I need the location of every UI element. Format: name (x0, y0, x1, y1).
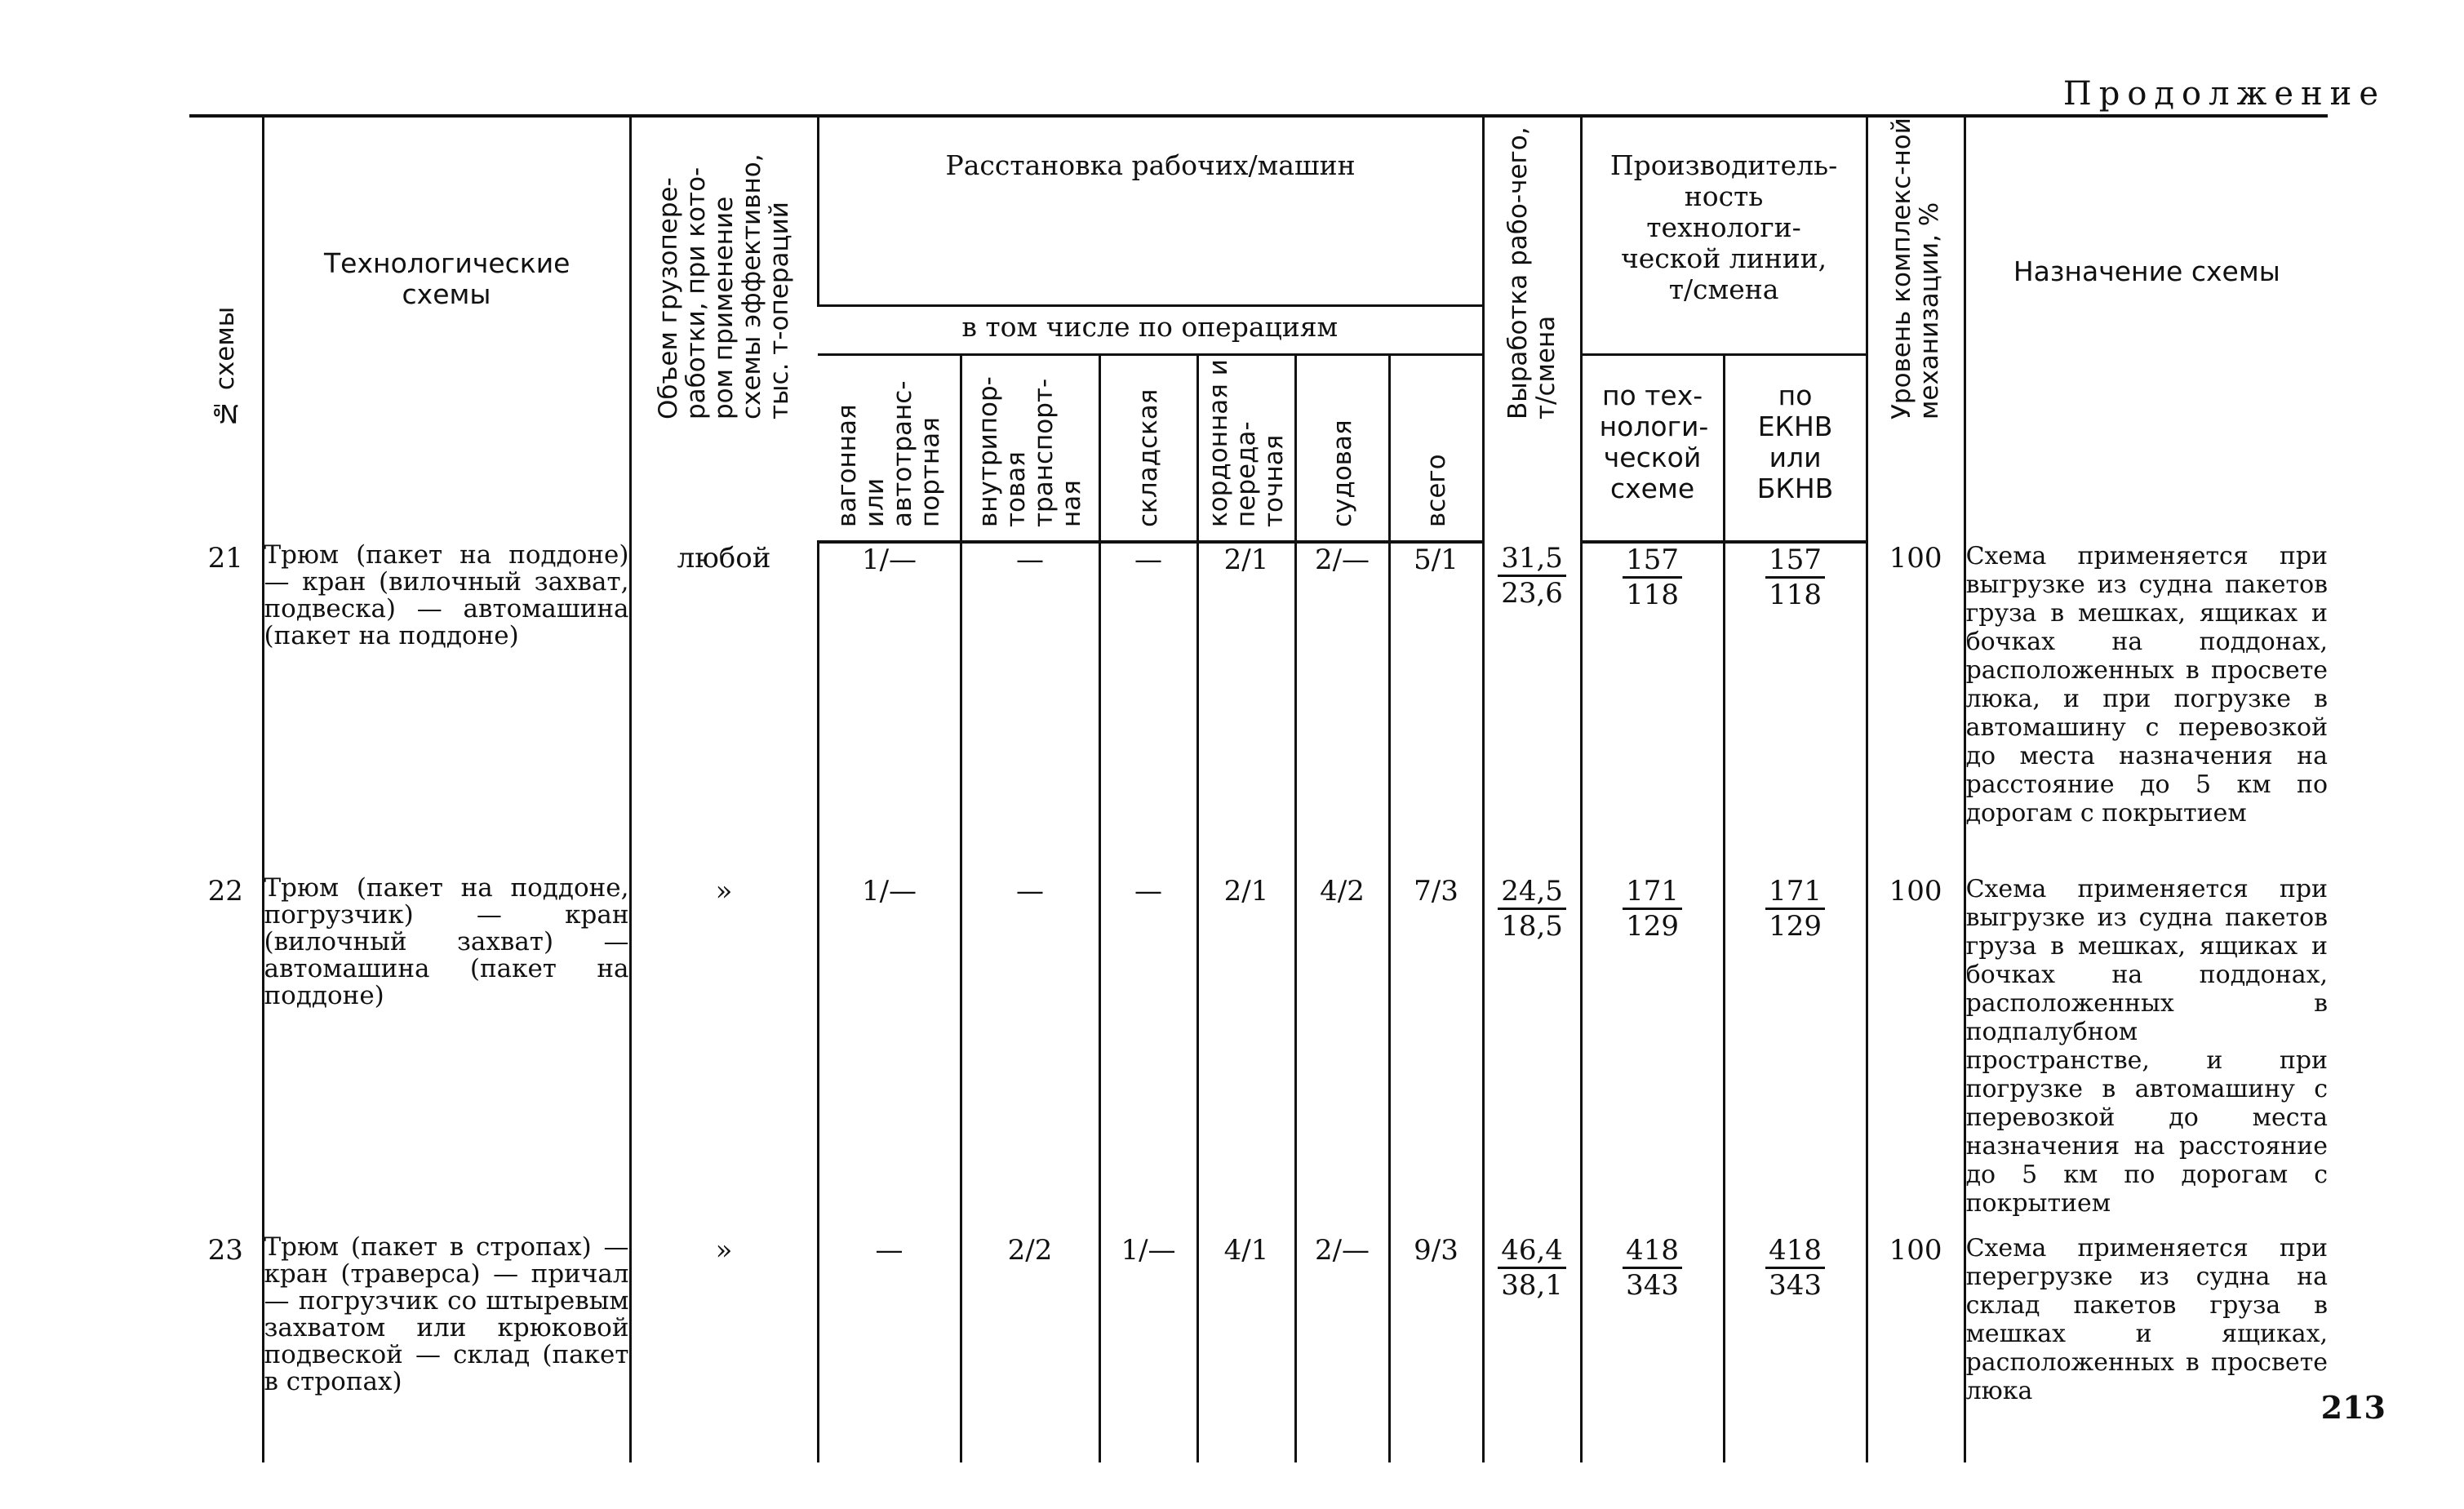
row-num: 21 (207, 542, 243, 575)
tech-numerator: 157 (1623, 544, 1682, 579)
row-scheme: Трюм (пакет на поддоне) — кран (вилочный захват, подвеска) — автомашина (пакет на поддоне) (263, 542, 630, 875)
eknv-numerator: 418 (1765, 1234, 1825, 1269)
row-op-cordon: 2/1 (1197, 875, 1295, 1234)
page-number: 213 (2320, 1389, 2386, 1426)
tech-denominator: 118 (1626, 579, 1680, 611)
row-scheme: Трюм (пакет на поддоне, погрузчик) — кран (вилочный захват) — автомашина (пакет на поддоне) (263, 875, 630, 1234)
row-prod-eknv (1724, 542, 1867, 875)
row-volume: » (630, 1234, 818, 1462)
header-op-intraport: внутрипор-товая транспорт-ная (961, 354, 1099, 542)
eknv-denominator: 343 (1769, 1269, 1822, 1302)
tech-numerator: 418 (1623, 1234, 1682, 1269)
table-row (189, 875, 2328, 1234)
header-productivity: Производитель-ность технологи-ческой линии, т/смена (1581, 116, 1867, 305)
row-mech-level: 100 (1867, 1234, 1965, 1462)
output-denominator: 23,6 (1501, 577, 1563, 610)
row-volume: любой (630, 542, 818, 875)
tech-denominator: 343 (1626, 1269, 1680, 1302)
row-op-warehouse: 1/— (1099, 1234, 1197, 1462)
row-op-warehouse: — (1099, 875, 1197, 1234)
row-purpose: Схема применяется при перегрузке из судна на склад пакетов груза в мешках и ящиках, расположенных в просвете люка (1965, 1234, 2328, 1462)
header-workers: Расстановка рабочих/машин (818, 116, 1483, 305)
row-op-ship: 2/— (1295, 542, 1389, 875)
row-op-cordon: 2/1 (1197, 542, 1295, 875)
row-purpose: Схема применяется при выгрузке из судна пакетов груза в мешках, ящиках и бочках на поддонах, расположенных в подпалубном пространстве, и при погрузке в автомашину с перевозкой до места назначения на расстояние до 5 км по дорогам с покрытием (1965, 875, 2328, 1234)
row-op-ship: 4/2 (1295, 875, 1389, 1234)
header-incl-ops: в том числе по операциям (818, 305, 1483, 354)
tech-denominator: 129 (1626, 910, 1680, 943)
schemes-table (189, 114, 2328, 1462)
header-tech-schemes: Технологические схемы (263, 116, 630, 542)
eknv-numerator: 157 (1765, 544, 1825, 579)
row-prod-eknv (1724, 875, 1867, 1234)
row-mech-level: 100 (1867, 542, 1965, 875)
row-op-warehouse: — (1099, 542, 1197, 875)
row-volume: » (630, 875, 818, 1234)
header-mech-level: Уровень комплекс-ной механизации, % (1867, 116, 1965, 542)
header-num-scheme: № схемы (189, 116, 263, 542)
eknv-denominator: 129 (1769, 910, 1822, 943)
continuation-label: Продолжение (2062, 75, 2386, 113)
header-prod-spacer (1581, 305, 1867, 354)
output-numerator: 31,5 (1498, 542, 1566, 577)
row-prod-eknv (1724, 1234, 1867, 1462)
header-op-cordon: кордонная и переда-точная (1197, 354, 1295, 542)
row-op-ship: 2/— (1295, 1234, 1389, 1462)
row-op-wagon: 1/— (818, 542, 961, 875)
row-op-cordon: 4/1 (1197, 1234, 1295, 1462)
header-by-eknv: по ЕКНВ или БКНВ (1724, 354, 1867, 542)
header-volume: Объем грузопере-работки, при кото-ром применение схемы эффективно, тыс. т-операций (630, 116, 818, 542)
row-num: 22 (207, 875, 243, 908)
row-op-total: 5/1 (1389, 542, 1483, 875)
row-op-intraport: 2/2 (961, 1234, 1099, 1462)
eknv-denominator: 118 (1769, 579, 1822, 611)
header-op-wagon: вагонная или автотранс-портная (818, 354, 961, 542)
output-denominator: 18,5 (1501, 910, 1563, 943)
output-numerator: 24,5 (1498, 875, 1566, 910)
row-output (1483, 542, 1581, 875)
table-row (189, 1234, 2328, 1462)
output-numerator: 46,4 (1498, 1234, 1566, 1269)
row-prod-tech (1581, 1234, 1724, 1462)
header-op-warehouse: складская (1099, 354, 1197, 542)
row-op-wagon: 1/— (818, 875, 961, 1234)
row-op-wagon: — (818, 1234, 961, 1462)
row-output (1483, 875, 1581, 1234)
row-mech-level: 100 (1867, 875, 1965, 1234)
row-op-total: 7/3 (1389, 875, 1483, 1234)
output-denominator: 38,1 (1501, 1269, 1563, 1302)
row-purpose: Схема применяется при выгрузке из судна пакетов груза в мешках, ящиках и бочках на поддонах, расположенных в просвете люка, и при погрузке в автомашину с перевозкой до места назначения на расстояние до 5 км по дорогам с покрытием (1965, 542, 2328, 875)
header-op-total: всего (1389, 354, 1483, 542)
header-by-tech: по тех-нологи-ческой схеме (1581, 354, 1724, 542)
row-op-total: 9/3 (1389, 1234, 1483, 1462)
row-op-intraport: — (961, 542, 1099, 875)
header-purpose: Назначение схемы (1965, 116, 2328, 542)
row-scheme: Трюм (пакет в стропах) — кран (траверса) — причал — погрузчик со штыревым захватом или крюковой подвеской — склад (пакет в стропах) (263, 1234, 630, 1462)
header-output: Выработка рабо-чего, т/смена (1483, 116, 1581, 542)
eknv-numerator: 171 (1765, 875, 1825, 910)
table-row (189, 542, 2328, 875)
row-num: 23 (207, 1234, 243, 1267)
row-op-intraport: — (961, 875, 1099, 1234)
row-prod-tech (1581, 875, 1724, 1234)
row-prod-tech (1581, 542, 1724, 875)
tech-numerator: 171 (1623, 875, 1682, 910)
row-output (1483, 1234, 1581, 1462)
header-op-ship: судовая (1295, 354, 1389, 542)
